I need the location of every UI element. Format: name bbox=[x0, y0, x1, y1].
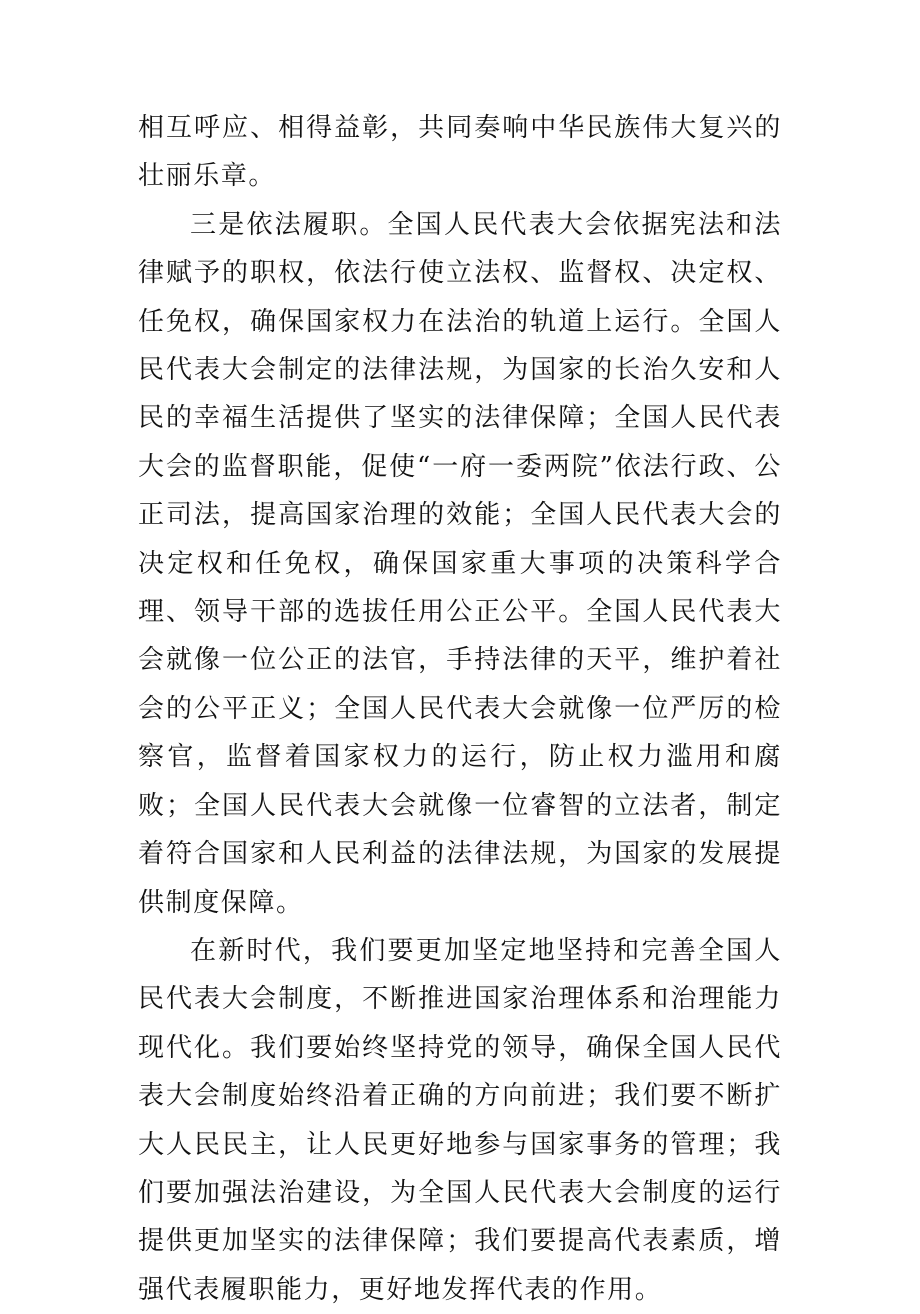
document-body bbox=[138, 104, 782, 1314]
paragraph-new-era: 在新时代，我们要更加坚定地坚持和完善全国人民代表大会制度，不断推进国家治理体系和治理能力现代化。我们要始终坚持党的领导，确保全国人民代表大会制度始终沿着正确的方向前进；我们要不断扩大人民民主，让人民更好地参与国家事务的管理；我们要加强法治建设，为全国人民代表大会制度的运行提供更加坚实的法律保障；我们要提高代表素质，增强代表履职能力，更好地发挥代表的作用。 bbox=[138, 935, 782, 1305]
paragraph-lawful-duties: 三是依法履职。全国人民代表大会依据宪法和法律赋予的职权，依法行使立法权、监督权、决定权、任免权，确保国家权力在法治的轨道上运行。全国人民代表大会制定的法律法规，为国家的长治久安和人民的幸福生活提供了坚实的法律保障；全国人民代表大会的监督职能，促使“一府一委两院”依法行政、公正司法，提高国家治理的效能；全国人民代表大会的决定权和任免权，确保国家重大事项的决策科学合理、领导干部的选拔任用公正公平。全国人民代表大会就像一位公正的法官，手持法律的天平，维护着社会的公平正义；全国人民代表大会就像一位严厉的检察官，监督着国家权力的运行，防止权力滥用和腐败；全国人民代表大会就像一位睿智的立法者，制定着符合国家和人民利益的法律法规，为国家的发展提供制度保障。 bbox=[138, 209, 782, 918]
paragraph-continuation: 相互呼应、相得益彰，共同奏响中华民族伟大复兴的壮丽乐章。 bbox=[138, 113, 782, 192]
